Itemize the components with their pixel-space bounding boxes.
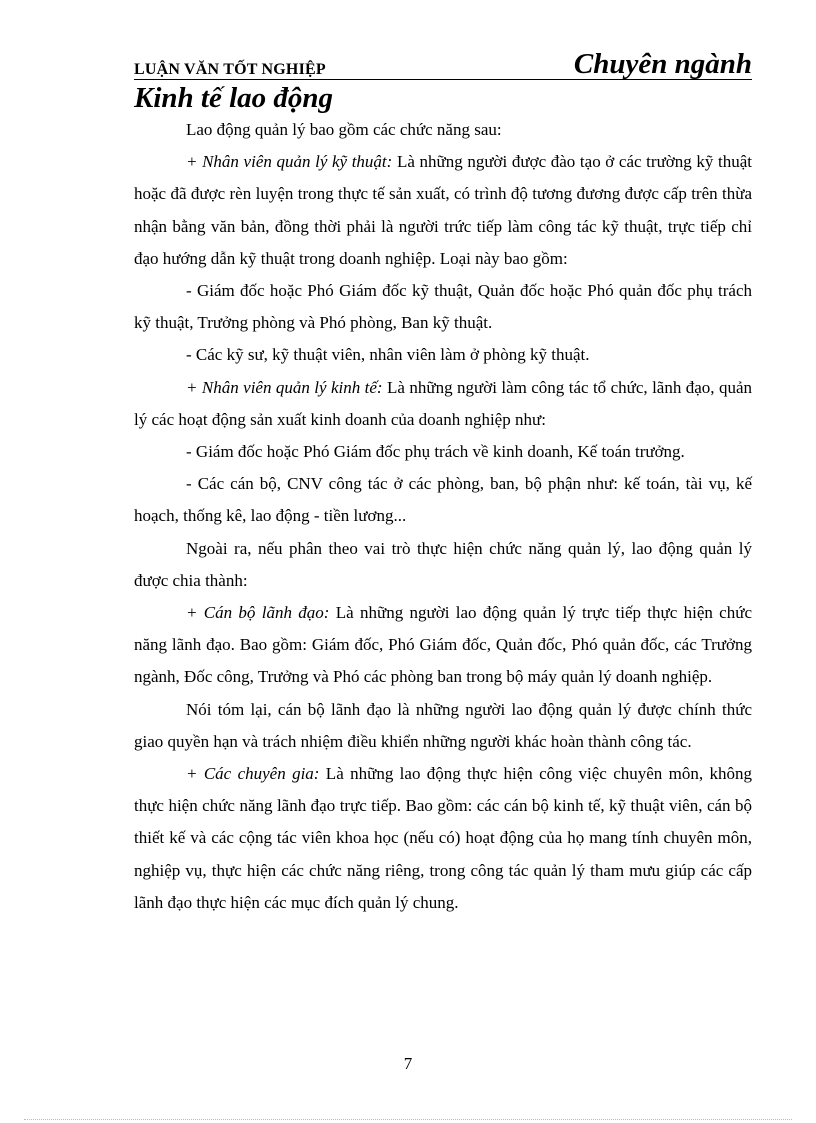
paragraph — [134, 114, 752, 146]
paragraph-text: Là những người được đào tạo ở các trường kỹ thuật hoặc đã được rèn luyện trong thực tế sản xuất, có trình độ tương đương được cấp trên thừa nhận bằng văn bản, đồng thời phải là người trức tiếp làm công tác kỹ thuật, trực tiếp chỉ đạo hướng dẫn kỹ thuật trong doanh nghiệp. Loại này bao gồm: — [134, 152, 753, 268]
paragraph-text: - Các kỹ sư, kỹ thuật viên, nhân viên làm ở phòng kỹ thuật. — [186, 345, 590, 365]
paragraph-text: Là những người làm công tác tổ chức, lãnh đạo, quản lý các hoạt động sản xuất kinh doanh của doanh nghiệp như: — [134, 377, 753, 429]
paragraph-text: Ngoài ra, nếu phân theo vai trò thực hiện chức năng quản lý, lao động quản lý được chia thành: — [134, 538, 752, 590]
paragraph — [134, 533, 752, 597]
paragraph — [134, 468, 752, 532]
header-thesis-label: LUẬN VĂN TỐT NGHIỆP — [134, 61, 326, 78]
paragraph-text: Nói tóm lại, cán bộ lãnh đạo là những người lao động quản lý được chính thức giao quyền hạn và trách nhiệm điều khiển những người khác hoàn thành công tác. — [134, 699, 752, 751]
paragraph-text: - Giám đốc hoặc Phó Giám đốc phụ trách về kinh doanh, Kế toán trưởng. — [186, 442, 685, 462]
term-label: + Nhân viên quản lý kỹ thuật: — [186, 152, 393, 172]
paragraph-text: Là những lao động thực hiện công việc chuyên môn, không thực hiện chức năng lãnh đạo trực tiếp. Bao gồm: các cán bộ kinh tế, kỹ thuật viên, cán bộ thiết kế và các cộng tác viên khoa học (nếu có) hoạt động của họ mang tính chuyên môn, nghiệp vụ, thực hiện các chức năng riêng, trong công tác quản lý tham mưu giúp các cấp lãnh đạo thực hiện các mục đích quản lý chung. — [134, 764, 752, 912]
paragraph — [134, 146, 752, 275]
paragraph — [134, 758, 752, 919]
paragraph — [134, 275, 752, 339]
page-number: 7 — [403, 1054, 413, 1073]
paragraph — [134, 436, 752, 468]
term-label: + Nhân viên quản lý kinh tế: — [186, 377, 383, 397]
term-label: + Cán bộ lãnh đạo: — [186, 603, 330, 623]
term-label: + Các chuyên gia: — [186, 764, 320, 784]
paragraph-text: Lao động quản lý bao gồm các chức năng sau: — [186, 120, 502, 139]
paragraph — [134, 339, 752, 371]
header-major-label: Chuyên ngành — [573, 48, 752, 80]
paragraph-text: - Giám đốc hoặc Phó Giám đốc kỹ thuật, Quản đốc hoặc Phó quản đốc phụ trách kỹ thuật, Trưởng phòng và Phó phòng, Ban kỹ thuật. — [134, 281, 752, 333]
page-bottom-divider — [24, 1119, 792, 1120]
header-subject: Kinh tế lao động — [134, 82, 334, 114]
page-header — [134, 50, 752, 80]
paragraph — [134, 372, 752, 436]
paragraph — [134, 694, 752, 758]
paragraph — [134, 597, 752, 694]
paragraph-text: Là những người lao động quản lý trực tiếp thực hiện chức năng lãnh đạo. Bao gồm: Giám đốc, Phó Giám đốc, Quản đốc, Phó quản đốc, các Trưởng ngành, Đốc công, Trưởng và Phó các phòng ban trong bộ máy quản lý doanh nghiệp. — [134, 603, 752, 687]
paragraph-text: - Các cán bộ, CNV công tác ở các phòng, ban, bộ phận như: kế toán, tài vụ, kế hoạch, thống kê, lao động - tiền lương... — [134, 474, 752, 526]
document-body — [134, 114, 752, 919]
